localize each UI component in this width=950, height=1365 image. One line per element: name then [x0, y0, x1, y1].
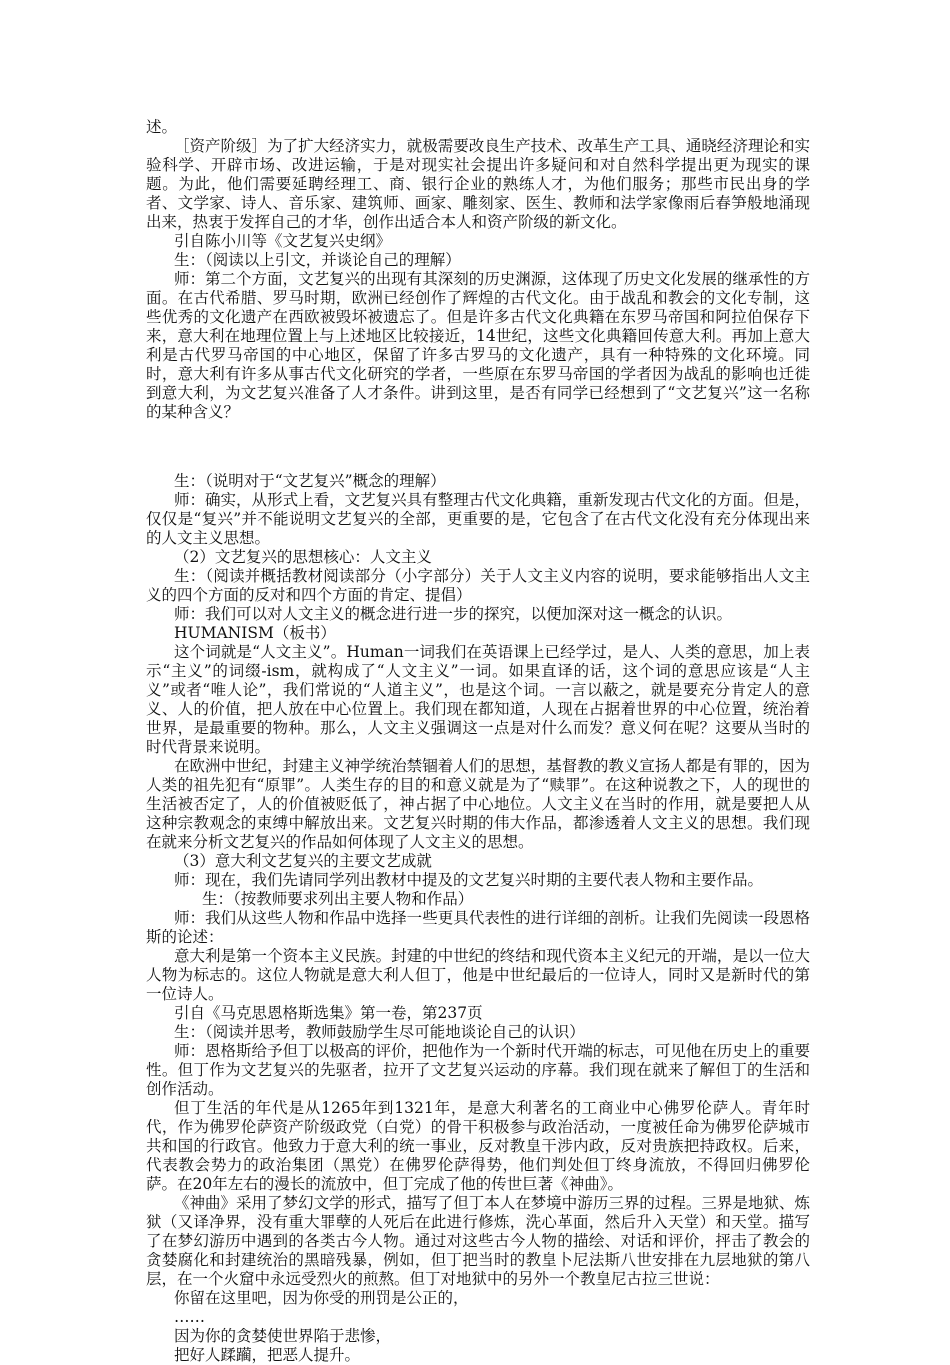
poem-line: 你留在这里吧，因为你受的刑罚是公正的，: [174, 1289, 469, 1307]
paragraph: 生：（阅读以上引文，并谈论自己的理解）: [174, 251, 461, 269]
paragraph: 这个词就是“人文主义”。Human一词我们在英语课上已经学过，是人、人类的意思，加上表示“主义”的词缀-ism，就构成了“人文主义”一词。如果直译的话，这个词的意思应该是“人主义”或者“唯人论”，我们常说的“人道主义”，也是这个词。一言以蔽之，就是要充分肯定人的意义、人的价值，把人放在中心位置上。我们现在都知道，人现在占据着世界的中心位置，统治着世界，是最重要的物种。那么，人文主义强调这一点是对什么而发？意义何在呢？这要从当时的时代背景来说明。: [146, 643, 810, 756]
paragraph: 师：确实，从形式上看，文艺复兴具有整理古代文化典籍，重新发现古代文化的方面。但是，仅仅是“复兴”并不能说明文艺复兴的全部，更重要的是，它包含了在古代文化没有充分体现出来的人文主义思想。: [146, 491, 810, 547]
paragraph: 师：我们可以对人文主义的概念进行进一步的探究，以便加深对这一概念的认识。: [174, 605, 733, 623]
poem-line: 把好人蹂躏，把恶人提升。: [174, 1346, 361, 1364]
poem-line: 因为你的贪婪使世界陷于悲惨，: [174, 1327, 392, 1345]
blank-line: [146, 438, 810, 457]
paragraph: 《神曲》采用了梦幻文学的形式，描写了但丁本人在梦境中游历三界的过程。三界是地狱、炼狱（又译净界，没有重大罪孽的人死后在此进行修炼，洗心革面，然后升入天堂）和天堂。描写了在梦幻游历中遇到的各类古今人物。通过对这些古今人物的描绘、对话和评价，抨击了教会的贪婪腐化和封建统治的黑暗残暴，例如，但丁把当时的教皇卜尼法斯八世安排在九层地狱的第八层，在一个火窟中永远受烈火的煎熬。但丁对地狱中的另外一个教皇尼古拉三世说：: [146, 1194, 810, 1288]
paragraph: 生：（阅读并概括教材阅读部分（小字部分）关于人文主义内容的说明，要求能够指出人文主义的四个方面的反对和四个方面的肯定、提倡）: [146, 567, 810, 604]
paragraph: 师：恩格斯给予但丁以极高的评价，把他作为一个新时代开端的标志，可见他在历史上的重要性。但丁作为文艺复兴的先驱者，拉开了文艺复兴运动的序幕。我们现在就来了解但丁的生活和创作活动。: [146, 1042, 810, 1098]
paragraph: 生：（说明对于“文艺复兴”概念的理解）: [174, 472, 446, 490]
paragraph: 引自陈小川等《文艺复兴史纲》: [174, 232, 392, 250]
paragraph: 师：现在，我们先请同学列出教材中提及的文艺复兴时期的主要代表人物和主要作品。: [174, 871, 764, 889]
paragraph: ［资产阶级］为了扩大经济实力，就极需要改良生产技术、改革生产工具、通晓经济理论和实验科学、开辟市场、改进运输，于是对现实社会提出许多疑问和对自然科学提出更为现实的课题。为此，他们需要延聘经理工、商、银行企业的熟练人才，为他们服务；那些市民出身的学者、文学家、诗人、音乐家、建筑师、画家、雕刻家、医生、教师和法学家像雨后春笋般地涌现出来，热衷于发挥自己的才华，创作出适合本人和资产阶级的新文化。: [146, 137, 810, 231]
paragraph: 但丁生活的年代是从1265年到1321年，是意大利著名的工商业中心佛罗伦萨人。青年时代，作为佛罗伦萨资产阶级政党（白党）的骨干积极参与政治活动，一度被任命为佛罗伦萨城市共和国的行政官。他致力于意大利的统一事业，反对教皇干涉内政，反对贵族把持政权。后来，代表教会势力的政治集团（黑党）在佛罗伦萨得势，他们判处但丁终身流放，不得回归佛罗伦萨。在20年左右的漫长的流放中，但丁完成了他的传世巨著《神曲》。: [146, 1099, 810, 1193]
paragraph: （3）意大利文艺复兴的主要文艺成就: [174, 852, 432, 870]
poem-quote: [146, 1289, 810, 1365]
paragraph: 意大利是第一个资本主义民族。封建的中世纪的终结和现代资本主义纪元的开端，是以一位大人物为标志的。这位人物就是意大利人但丁，他是中世纪最后的一位诗人，同时又是新时代的第一位诗人。: [146, 947, 810, 1003]
paragraph: 在欧洲中世纪，封建主义神学统治禁锢着人们的思想，基督教的教义宣扬人都是有罪的，因为人类的祖先犯有“原罪”。人类生存的目的和意义就是为了“赎罪”。在这种说教之下，人的现世的生活被否定了，人的价值被贬低了，神占据了中心地位。人文主义在当时的作用，就是要把人从这种宗教观念的束缚中解放出来。文艺复兴时期的伟大作品，都渗透着人文主义的思想。我们现在就来分析文艺复兴的作品如何体现了人文主义的思想。: [146, 757, 810, 851]
document-body: [146, 118, 810, 1289]
paragraph: （2）文艺复兴的思想核心：人文主义: [174, 548, 432, 566]
paragraph: 引自《马克思恩格斯选集》第一卷，第237页: [174, 1004, 483, 1022]
paragraph: 生：（阅读并思考，教师鼓励学生尽可能地谈论自己的认识）: [174, 1023, 585, 1041]
paragraph: 师：第二个方面，文艺复兴的出现有其深刻的历史渊源，这体现了历史文化发展的继承性的方面。在古代希腊、罗马时期，欧洲已经创作了辉煌的古代文化。由于战乱和教会的文化专制，这些优秀的文化遗产在西欧被毁坏被遗忘了。但是许多古代文化典籍在东罗马帝国和阿拉伯保存下来，意大利在地理位置上与上述地区比较接近，14世纪，这些文化典籍回传意大利。再加上意大利是古代罗马帝国的中心地区，保留了许多古罗马的文化遗产，具有一种特殊的文化环境。同时，意大利有许多从事古代文化研究的学者，一些原在东罗马帝国的学者因为战乱的影响也迁徙到意大利，为文艺复兴准备了人才条件。讲到这里，是否有同学已经想到了“文艺复兴”这一名称的某种含义？: [146, 270, 810, 421]
paragraph: 生：（按教师要求列出主要人物和作品）: [202, 890, 474, 908]
poem-line: ……: [174, 1308, 205, 1326]
document-page: [146, 118, 810, 1365]
paragraph: 述。: [146, 118, 178, 136]
paragraph: 师：我们从这些人物和作品中选择一些更具代表性的进行详细的剖析。让我们先阅读一段恩格斯的论述：: [146, 909, 810, 946]
paragraph: HUMANISM（板书）: [174, 624, 336, 642]
